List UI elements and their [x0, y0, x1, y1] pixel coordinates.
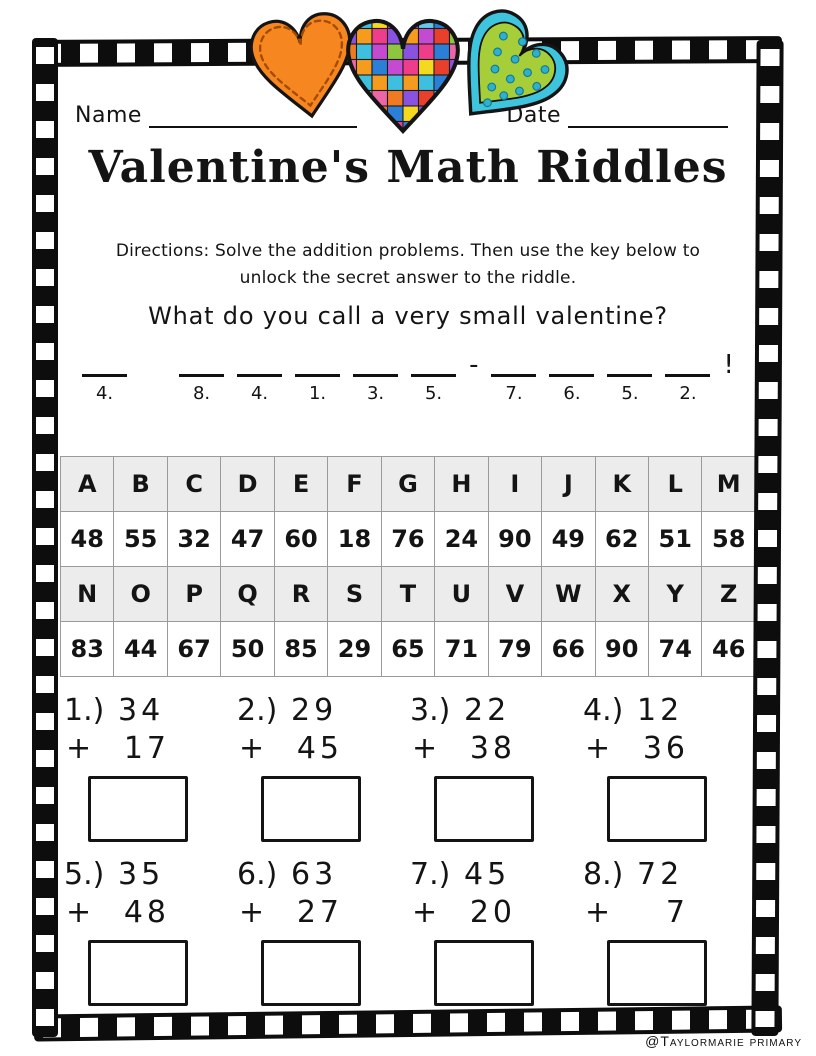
- blank-line[interactable]: [295, 350, 340, 377]
- key-cell: 47: [221, 512, 274, 567]
- plus-sign: +: [585, 731, 611, 766]
- key-cell: K: [595, 457, 648, 512]
- problem-8: [583, 858, 756, 1006]
- blank-line[interactable]: [411, 350, 456, 377]
- blank-line[interactable]: [237, 350, 282, 377]
- answer-exclamation: !: [723, 350, 734, 380]
- key-cell: 90: [595, 622, 648, 677]
- blank-line[interactable]: [607, 350, 652, 377]
- problem-number: 3.): [410, 693, 451, 728]
- key-cell: 65: [381, 622, 434, 677]
- answer-blank[interactable]: [179, 350, 224, 404]
- addend-top: 35: [118, 857, 165, 892]
- key-cell: 18: [328, 512, 381, 567]
- answer-box-1[interactable]: [88, 776, 188, 842]
- problem-2: [237, 694, 410, 842]
- key-row-values-am: [61, 512, 756, 567]
- blank-number: 4.: [250, 383, 269, 404]
- blank-line[interactable]: [179, 350, 224, 377]
- key-cell: 29: [328, 622, 381, 677]
- key-cell: 32: [167, 512, 220, 567]
- key-cell: 85: [274, 622, 327, 677]
- plus-sign: +: [585, 895, 611, 930]
- key-cell: 60: [274, 512, 327, 567]
- problem-number: 5.): [64, 857, 105, 892]
- blank-line[interactable]: [665, 350, 710, 377]
- key-cell: 76: [381, 512, 434, 567]
- plus-sign: +: [239, 895, 265, 930]
- addend-bottom: 27: [296, 895, 343, 930]
- riddle-answer-blanks: [0, 350, 816, 404]
- key-cell: R: [274, 567, 327, 622]
- answer-blank[interactable]: [353, 350, 398, 404]
- key-cell: H: [435, 457, 488, 512]
- blank-number: 8.: [192, 383, 211, 404]
- key-cell: V: [488, 567, 541, 622]
- key-cell: 48: [61, 512, 114, 567]
- answer-blank[interactable]: [82, 350, 127, 404]
- blank-number: 7.: [505, 383, 523, 404]
- problems-row-1: [64, 694, 756, 842]
- addend-top: 63: [291, 857, 338, 892]
- key-cell: F: [328, 457, 381, 512]
- problem-4: [583, 694, 756, 842]
- blank-number: 2.: [679, 383, 697, 404]
- letter-key-table: [60, 456, 756, 677]
- answer-box-5[interactable]: [88, 940, 188, 1006]
- problem-3: [410, 694, 583, 842]
- key-cell: 44: [114, 622, 167, 677]
- hearts-decoration: [246, 0, 576, 152]
- key-cell: Q: [221, 567, 274, 622]
- key-cell: U: [435, 567, 488, 622]
- plus-sign: +: [412, 895, 438, 930]
- key-row-values-nz: [61, 622, 756, 677]
- blank-number: 4.: [95, 383, 114, 404]
- answer-box-7[interactable]: [434, 940, 534, 1006]
- answer-box-4[interactable]: [607, 776, 707, 842]
- blank-number: 6.: [563, 383, 581, 404]
- directions-text: Directions: Solve the addition problems. Then use the key below to unlock the secret answer to the riddle.: [115, 241, 701, 289]
- answer-box-2[interactable]: [261, 776, 361, 842]
- problem-number: 6.): [237, 857, 278, 892]
- key-cell: 49: [542, 512, 595, 567]
- key-row-letters-nz: [61, 567, 756, 622]
- addend-top: 22: [464, 693, 511, 728]
- page-title: Valentine's Math Riddles: [88, 142, 728, 193]
- key-cell: L: [648, 457, 701, 512]
- answer-blank[interactable]: [549, 350, 594, 404]
- key-cell: 83: [61, 622, 114, 677]
- problem-number: 2.): [237, 693, 278, 728]
- addend-bottom: 48: [123, 895, 170, 930]
- problem-1: [64, 694, 237, 842]
- key-row-letters-am: [61, 457, 756, 512]
- answer-box-8[interactable]: [607, 940, 707, 1006]
- key-cell: 79: [488, 622, 541, 677]
- key-cell: C: [167, 457, 220, 512]
- blank-number: 5.: [424, 383, 443, 404]
- problem-number: 8.): [583, 857, 624, 892]
- problems-row-2: [64, 858, 756, 1006]
- key-cell: 24: [435, 512, 488, 567]
- date-label: Date: [506, 103, 561, 128]
- answer-blank[interactable]: [237, 350, 282, 404]
- plus-sign: +: [66, 731, 92, 766]
- answer-hyphen: -: [469, 350, 479, 380]
- answer-blank[interactable]: [295, 350, 340, 404]
- key-cell: 66: [542, 622, 595, 677]
- addend-bottom: 36: [642, 731, 689, 766]
- blank-number: 3.: [366, 383, 385, 404]
- key-cell: T: [381, 567, 434, 622]
- answer-blank[interactable]: [607, 350, 652, 404]
- key-cell: 50: [221, 622, 274, 677]
- key-cell: M: [702, 457, 756, 512]
- key-cell: Y: [648, 567, 701, 622]
- blank-number: 5.: [621, 383, 639, 404]
- blank-line[interactable]: [491, 350, 536, 377]
- blank-line[interactable]: [549, 350, 594, 377]
- key-cell: G: [381, 457, 434, 512]
- plus-sign: +: [412, 731, 438, 766]
- addend-bottom: 17: [123, 731, 170, 766]
- key-cell: 46: [702, 622, 756, 677]
- key-cell: 90: [488, 512, 541, 567]
- key-cell: P: [167, 567, 220, 622]
- key-cell: 62: [595, 512, 648, 567]
- blank-number: 1.: [308, 383, 327, 404]
- answer-blank[interactable]: [411, 350, 456, 404]
- problem-6: [237, 858, 410, 1006]
- credit-watermark: @Taylormarie primary: [645, 1033, 802, 1049]
- key-cell: E: [274, 457, 327, 512]
- key-cell: 58: [702, 512, 756, 567]
- problem-5: [64, 858, 237, 1006]
- addend-top: 72: [637, 857, 684, 892]
- problem-number: 7.): [410, 857, 451, 892]
- key-cell: W: [542, 567, 595, 622]
- problem-7: [410, 858, 583, 1006]
- key-cell: S: [328, 567, 381, 622]
- key-cell: X: [595, 567, 648, 622]
- key-cell: J: [542, 457, 595, 512]
- key-cell: D: [221, 457, 274, 512]
- plus-sign: +: [239, 731, 265, 766]
- blank-line[interactable]: [82, 350, 127, 377]
- blank-line[interactable]: [353, 350, 398, 377]
- key-cell: O: [114, 567, 167, 622]
- addend-top: 45: [464, 857, 511, 892]
- key-cell: N: [61, 567, 114, 622]
- key-cell: A: [61, 457, 114, 512]
- addend-bottom: 38: [469, 731, 516, 766]
- addend-bottom: 20: [469, 895, 516, 930]
- answer-blank[interactable]: [665, 350, 710, 404]
- key-cell: 55: [114, 512, 167, 567]
- answer-blank[interactable]: [491, 350, 536, 404]
- key-cell: 51: [648, 512, 701, 567]
- plus-sign: +: [66, 895, 92, 930]
- key-cell: 71: [435, 622, 488, 677]
- addend-top: 29: [291, 693, 338, 728]
- addend-top: 34: [118, 693, 165, 728]
- key-cell: 74: [648, 622, 701, 677]
- addend-top: 12: [637, 693, 684, 728]
- key-cell: I: [488, 457, 541, 512]
- key-cell: Z: [702, 567, 756, 622]
- key-cell: 67: [167, 622, 220, 677]
- problem-number: 1.): [64, 693, 105, 728]
- name-label: Name: [75, 103, 142, 128]
- problem-number: 4.): [583, 693, 624, 728]
- addend-bottom: 45: [296, 731, 343, 766]
- date-input-line[interactable]: [568, 102, 728, 128]
- answer-box-6[interactable]: [261, 940, 361, 1006]
- answer-box-3[interactable]: [434, 776, 534, 842]
- addend-bottom: 7: [665, 895, 689, 930]
- riddle-question: What do you call a very small valentine?: [148, 302, 668, 330]
- key-cell: B: [114, 457, 167, 512]
